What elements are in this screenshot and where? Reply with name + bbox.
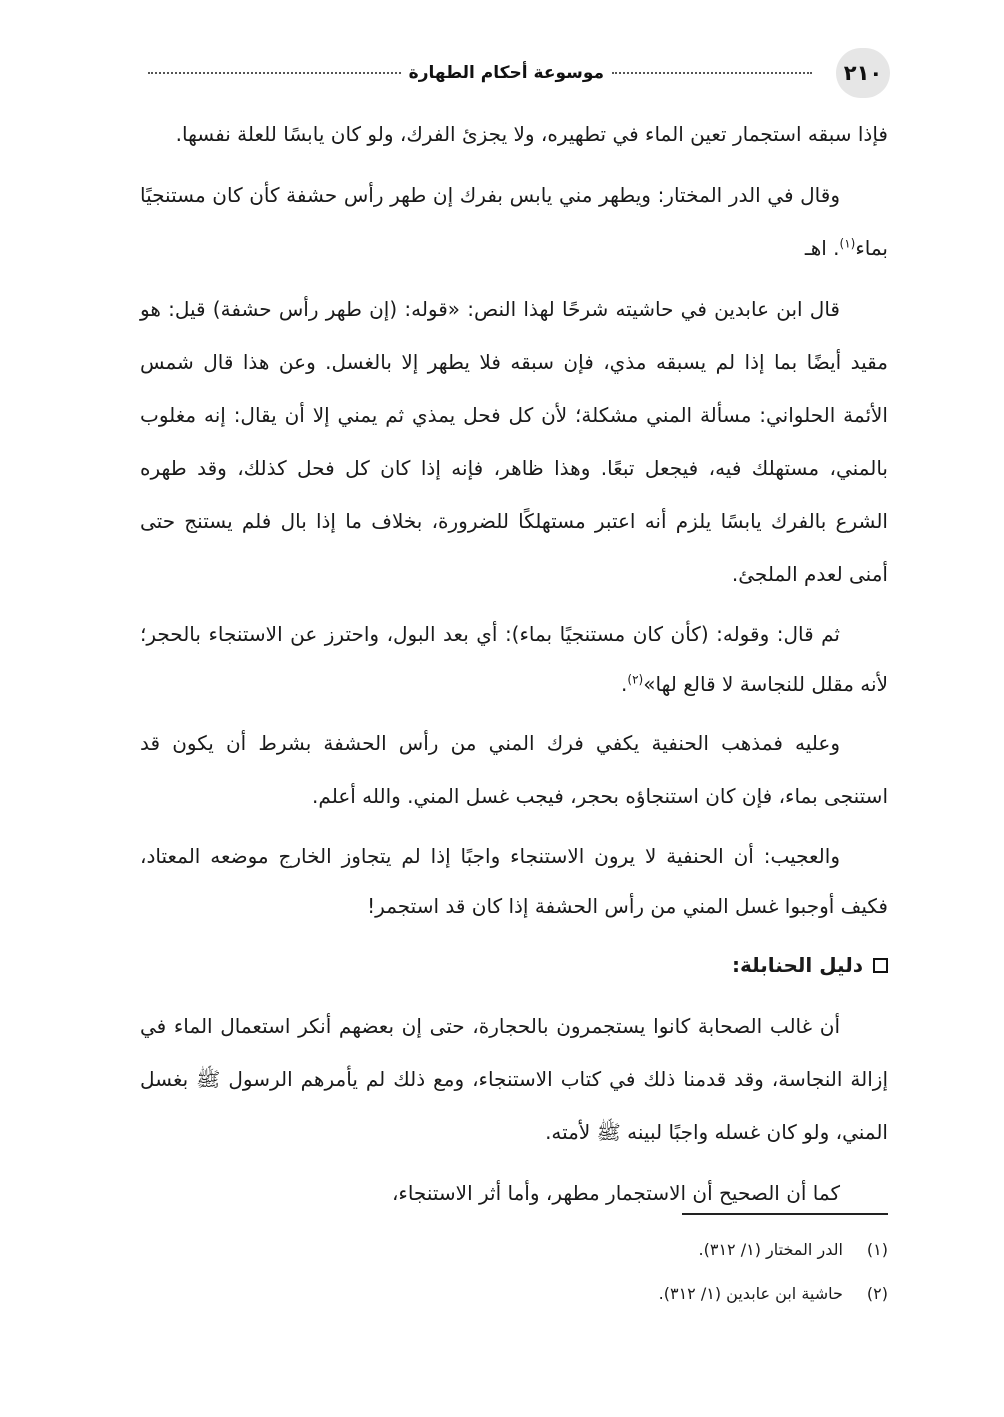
section-heading-text: دليل الحنابلة:: [731, 953, 863, 977]
footnote-2-number: (٢): [866, 1284, 888, 1303]
main-text: [140, 108, 888, 1228]
paragraph-2: [140, 169, 888, 275]
paragraph-7: أن غالب الصحابة كانوا يستجمرون بالحجارة، حتى إن بعضهم أنكر استعمال الماء في إزالة النجاسة، وقد قدمنا ذلك في كتاب الاستنجاء، ومع ذلك لم يأمرهم الرسول ﷺ بغسل المني، ولو كان غسله واجبًا لبينه ﷺ لأمته.: [140, 1014, 888, 1144]
paragraph-4: [140, 609, 888, 709]
paragraph-2-text: وقال في الدر المختار: ويطهر مني يابس بفرك إن طهر رأس حشفة كأن كان مستنجيًا بماء: [140, 183, 888, 260]
footnote-separator: [682, 1213, 888, 1215]
dotted-leader-left: [148, 72, 401, 74]
footnote-ref-2[interactable]: (٢): [627, 672, 644, 687]
paragraph-4-tail: .: [621, 672, 628, 696]
running-title: موسوعة أحكام الطهارة: [408, 63, 604, 83]
footnote-ref-1[interactable]: (١): [839, 236, 856, 251]
page-number: ٢١٠: [843, 61, 883, 85]
running-title-bar: [140, 58, 820, 88]
footnote-2: [288, 1272, 888, 1316]
paragraph-6: والعجيب: أن الحنفية لا يرون الاستنجاء واجبًا إذا لم يتجاوز الخارج موضعه المعتاد، فكيف أوجبوا غسل المني من رأس الحشفة إذا كان قد استجمر!: [140, 844, 888, 918]
paragraph-5: وعليه فمذهب الحنفية يكفي فرك المني من رأس الحشفة بشرط أن يكون قد استنجى بماء، فإن كان استنجاؤه بحجر، فيجب غسل المني. والله أعلم.: [140, 731, 888, 808]
paragraph-3: قال ابن عابدين في حاشيته شرحًا لهذا النص: «قوله: (إن طهر رأس حشفة) قيل: هو مقيد أيضًا بما إذا لم يسبقه مذي، فإن سبقه فلا يطهر إلا بالغسل. وعن هذا قال شمس الأئمة الحلواني: مسألة المني مشكلة؛ لأن كل فحل يمذي ثم يمني إلا أن يقال: إنه مغلوب بالمني، مستهلك فيه، فيجعل تبعًا. وهذا ظاهر، فإنه إذا كان كل فحل كذلك، وقد طهره الشرع بالفرك يابسًا يلزم أنه اعتبر مستهلكًا للضرورة، بخلاف ما إذا بال فلم يستنج حتى أمنى لعدم الملجئ.: [140, 297, 888, 586]
footnote-1-number: (١): [866, 1240, 888, 1259]
dotted-leader-right: [612, 72, 812, 74]
paragraph-4-text: ثم قال: وقوله: (كأن كان مستنجيًا بماء): أي بعد البول، واحترز عن الاستنجاء بالحجر؛ لأنه مقلل للنجاسة لا قالع لها»: [140, 622, 888, 696]
paragraph-2-tail: . اهـ: [804, 236, 840, 260]
footnote-1-text: الدر المختار (١/ ٣١٢).: [698, 1240, 843, 1259]
paragraph-1: فإذا سبقه استجمار تعين الماء في تطهيره، ولا يجزئ الفرك، ولو كان يابسًا للعلة نفسها.: [175, 122, 888, 146]
footnotes: [288, 1228, 888, 1316]
footnote-1: [288, 1228, 888, 1272]
footnote-2-text: حاشية ابن عابدين (١/ ٣١٢).: [658, 1284, 843, 1303]
page-header: [140, 48, 890, 98]
section-heading: [140, 939, 888, 992]
checkbox-square-icon: [873, 958, 888, 973]
page-number-badge: [836, 48, 890, 98]
paragraph-8: كما أن الصحيح أن الاستجمار مطهر، وأما أثر الاستنجاء،: [391, 1181, 840, 1205]
